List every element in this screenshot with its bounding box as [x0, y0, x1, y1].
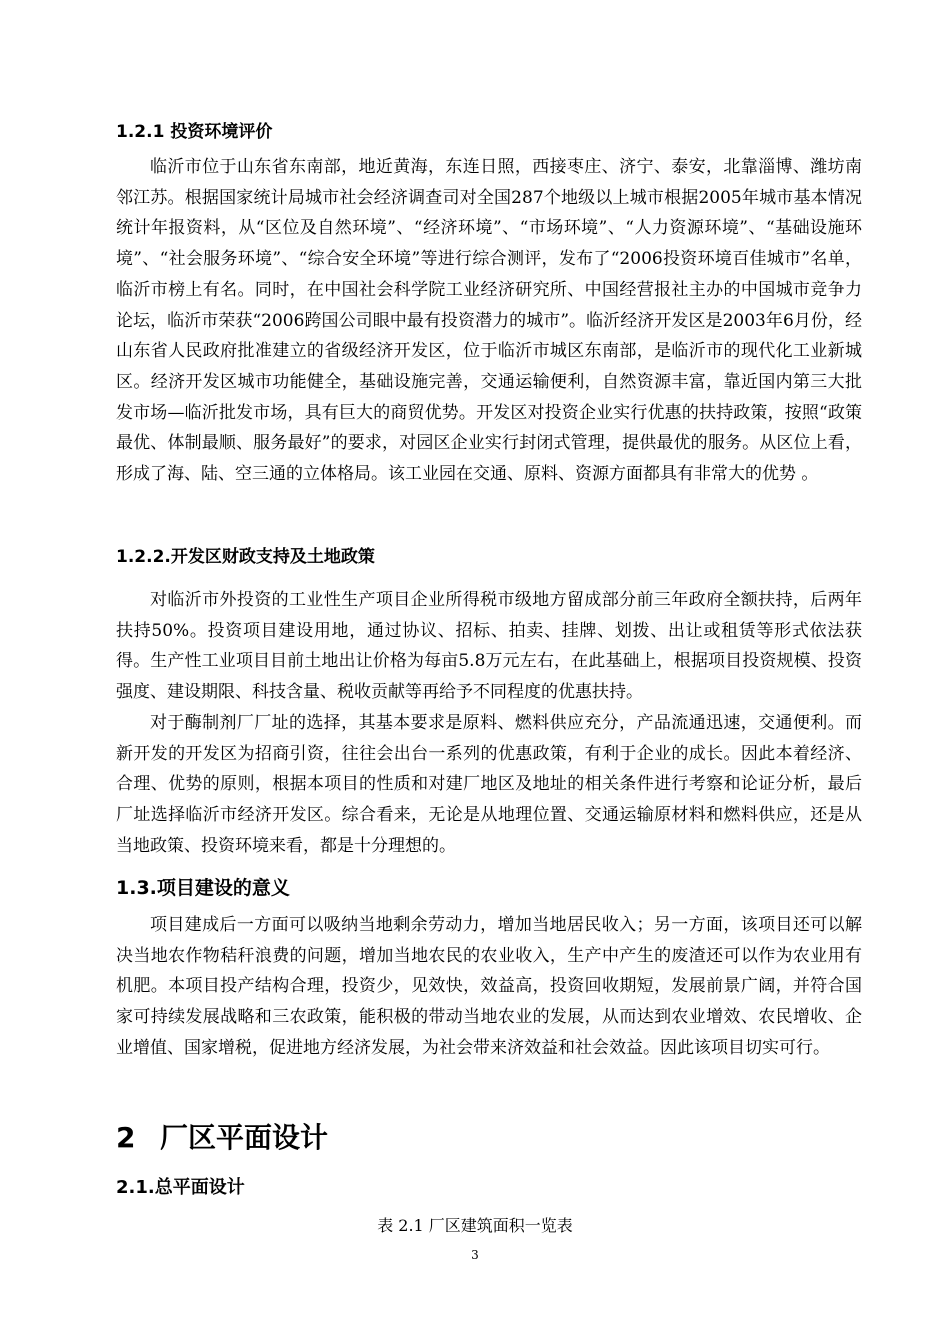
chapter-title: 厂区平面设计 [160, 1121, 329, 1154]
table-caption: 表 2.1 厂区建筑面积一览表 [377, 1216, 573, 1235]
section-heading-1-2-1: 1.2.1 投资环境评价 [116, 122, 273, 142]
paragraph-investment-environment: 临沂市位于山东省东南部，地近黄海，东连日照，西接枣庄、济宁、泰安，北靠淄博、潍坊南邻江苏。根据国家统计局城市社会经济调查司对全国287个地级以上城市根据2005年城市基本情况统计年报资料，从“区位及自然环境”、“经济环境”、“市场环境”、“人力资源环境”、“基础设施环境”、“社会服务环境”、“综合安全环境”等进行综合测评，发布了“2006投资环境百佳城市”名单，临沂市榜上有名。同时，在中国社会科学院工业经济研究所、中国经营报社主办的中国城市竞争力论坛，临沂市荣获“2006跨国公司眼中最有投资潜力的城市”。临沂经济开发区是2003年6月份，经山东省人民政府批准建立的省级经济开发区，位于临沂市城区东南部，是临沂市的现代化工业新城区。经济开发区城市功能健全，基础设施完善，交通运输便利，自然资源丰富，靠近国内第三大批发市场—临沂批发市场，具有巨大的商贸优势。开发区对投资企业实行优惠的扶持政策，按照“政策最优、体制最顺、服务最好”的要求，对园区企业实行封闭式管理，提供最优的服务。从区位上看，形成了海、陆、空三通的立体格局。该工业园在交通、原料、资源方面都具有非常大的优势 。 [116, 157, 862, 485]
paragraph-site-selection: 对于酶制剂厂厂址的选择，其基本要求是原料、燃料供应充分，产品流通迅速，交通便利。而新开发的开发区为招商引资，往往会出台一系列的优惠政策，有利于企业的成长。因此本着经济、合理、优势的原则，根据本项目的性质和对建厂地区及地址的相关条件进行考察和论证分析，最后厂址选择临沂市经济开发区。综合看来，无论是从地理位置、交通运输原材料和燃料供应，还是从当地政策、投资环境来看，都是十分理想的。 [116, 713, 862, 856]
section-heading-1-3: 1.3.项目建设的意义 [116, 877, 290, 899]
section-heading-1-2-2: 1.2.2.开发区财政支持及土地政策 [116, 547, 375, 567]
chapter-number: 2 [116, 1121, 136, 1154]
section-heading-2-1: 2.1.总平面设计 [116, 1177, 245, 1198]
chapter-heading-2 [116, 1121, 328, 1155]
page-number: 3 [471, 1248, 479, 1262]
paragraph-fiscal-support: 对临沂市外投资的工业性生产项目企业所得税市级地方留成部分前三年政府全额扶持，后两年扶持50%。投资项目建设用地，通过协议、招标、拍卖、挂牌、划拨、出让或租赁等形式依法获得。生产性工业项目目前土地出让价格为每亩5.8万元左右，在此基础上，根据项目投资规模、投资强度、建设期限、科技含量、税收贡献等再给予不同程度的优惠扶持。 [116, 590, 862, 703]
paragraph-project-significance: 项目建成后一方面可以吸纳当地剩余劳动力，增加当地居民收入；另一方面，该项目还可以解决当地农作物秸秆浪费的问题，增加当地农民的农业收入，生产中产生的废渣还可以作为农业用有机肥。本项目投产结构合理，投资少，见效快，效益高，投资回收期短，发展前景广阔，并符合国家可持续发展战略和三农政策，能积极的带动当地农业的发展，从而达到农业增效、农民增收、企业增值、国家增税，促进地方经济发展，为社会带来济效益和社会效益。因此该项目切实可行。 [116, 915, 862, 1058]
